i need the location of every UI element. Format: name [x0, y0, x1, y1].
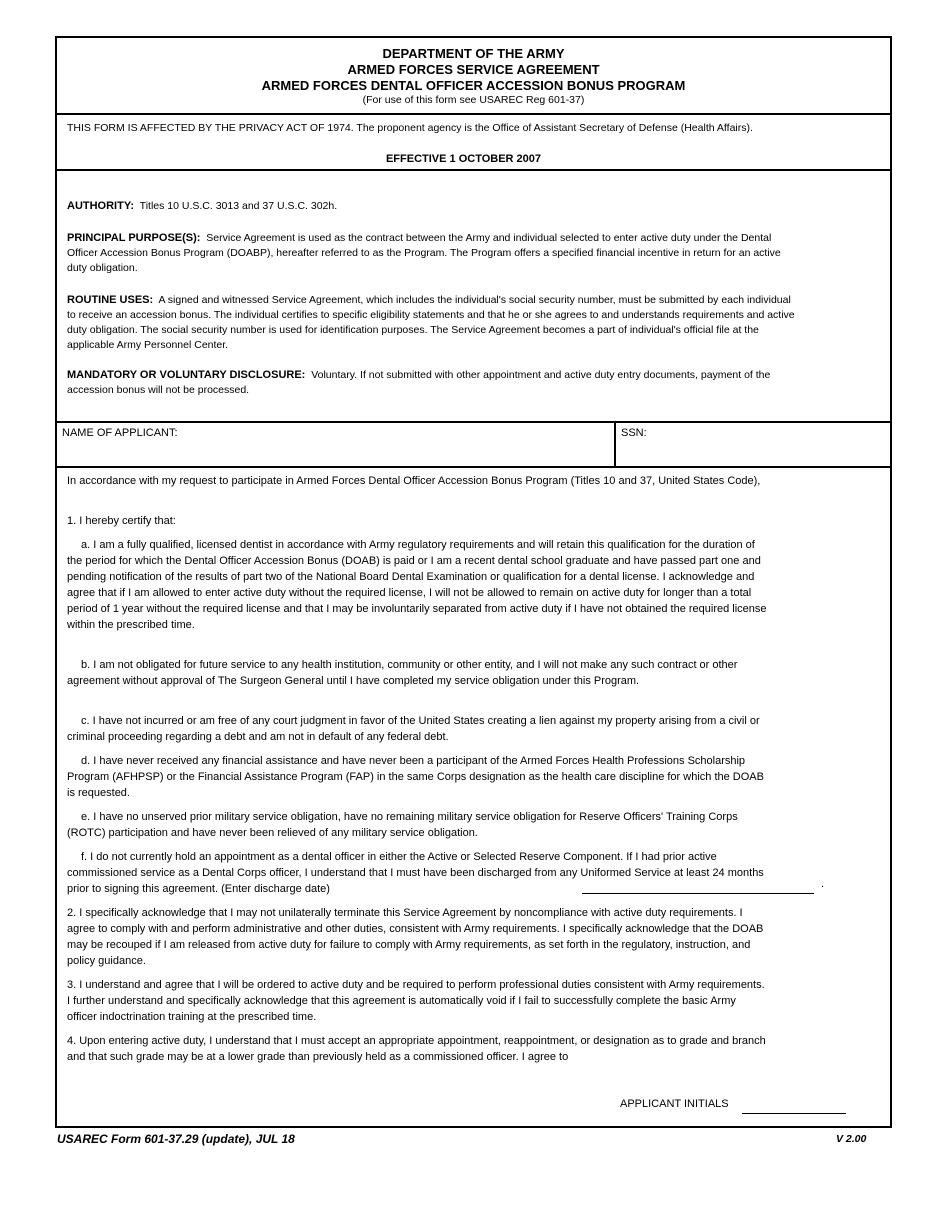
effective-date: EFFECTIVE 1 OCTOBER 2007: [385, 153, 542, 165]
principal-purpose-label: PRINCIPAL PURPOSE(S):: [67, 232, 201, 244]
certification-a: a. I am a fully qualified, licensed dentist in accordance with Army regulatory requirements and will retain this qualification for the duration of the period for which the Dental Officer Accession Bonus (DOAB) is paid or I am a recent dental school graduate and have passed part one and pending notification of the results of part two of the National Board Dental Examination or qualification for a dental license. I acknowledge and agree that if I am allowed to enter active duty without the required license, I will not be allowed to remain on active duty for longer than a total period of 1 year without the required license and that I may be involuntarily separated from active duty if I have not obtained the required license within the prescribed time.: [67, 539, 767, 631]
certification-d: d. I have never received any financial assistance and have never been a participant of the Armed Forces Health Professions Scholarship Program (AFHPSP) or the Financial Assistance Program (FAP) in the same Corps designation as the health care discipline for which the DOAB is requested.: [67, 755, 764, 799]
name-of-applicant-label: NAME OF APPLICANT:: [62, 427, 178, 439]
ssn-field[interactable]: [621, 427, 647, 439]
ssn-label: SSN:: [621, 427, 647, 439]
paragraph-4: 4. Upon entering active duty, I understand that I must accept an appropriate appointment, reappointment, or designation as to grade and branch and that such grade may be at a lower grade than previously held as a commissioned officer. I agree to: [67, 1035, 766, 1063]
certification-c: c. I have not incurred or am free of any court judgment in favor of the United States creating a lien against my property arising from a civil or criminal proceeding regarding a debt and am not in default of any federal debt.: [67, 715, 760, 743]
disclosure-paragraph: [67, 368, 797, 398]
applicant-initials-input[interactable]: [742, 1113, 846, 1114]
certify-heading: 1. I hereby certify that:: [67, 515, 176, 527]
disclosure-label: MANDATORY OR VOLUNTARY DISCLOSURE:: [67, 369, 306, 381]
intro-paragraph: In accordance with my request to participate in Armed Forces Dental Officer Accession Bonus Program (Titles 10 and 37, United States Code),: [67, 475, 761, 487]
form-header: [57, 38, 890, 115]
authority-label: AUTHORITY:: [67, 200, 135, 212]
header-program-title: ARMED FORCES DENTAL OFFICER ACCESSION BONUS PROGRAM: [261, 78, 686, 93]
field-divider: [614, 423, 616, 466]
agreement-body: [57, 468, 890, 1126]
routine-uses-text: A signed and witnessed Service Agreement, which includes the individual's social security number, must be submitted by each individual to receive an accession bonus. The individual certifies to specific eligibility statements and that he or she agrees to and understands requirements and active duty obligation. The social security number is used for identification purposes. The Service Agreement becomes a part of individual's official file at the applicable Army Personnel Center.: [67, 294, 795, 351]
principal-purpose-text: Service Agreement is used as the contract between the Army and individual selected to enter active duty under the Dental Officer Accession Bonus Program (DOABP), hereafter referred to as the Program. The Program offers a specified financial incentive in return for an active duty obligation.: [67, 232, 781, 274]
privacy-section: [57, 115, 890, 171]
routine-uses-label: ROUTINE USES:: [67, 294, 154, 306]
form-number: USAREC Form 601-37.29 (update), JUL 18: [57, 1132, 295, 1146]
authority-text: Titles 10 U.S.C. 3013 and 37 U.S.C. 302h.: [139, 200, 338, 212]
certification-f: f. I do not currently hold an appointment as a dental officer in either the Active or Selected Reserve Component. If I had prior active commissioned service as a Dental Corps officer, I understand that I must have been discharged from any Uniformed Service at least 24 months prior to signing this agreement. (Enter discharge date): [67, 851, 764, 895]
certification-e: e. I have no unserved prior military service obligation, have no remaining military service obligation for Reserve Officers' Training Corps (ROTC) participation and have never been relieved of any military service obligation.: [67, 811, 738, 839]
authority-paragraph: [67, 199, 797, 214]
routine-uses-paragraph: [67, 293, 797, 353]
service-agreement-form: [55, 36, 892, 1128]
name-of-applicant-field[interactable]: [62, 427, 178, 439]
discharge-date-period: .: [821, 878, 825, 890]
certification-b: b. I am not obligated for future service to any health institution, community or other entity, and I will not make any such contract or other agreement without approval of The Surgeon General until I have completed my service obligation under this Program.: [67, 659, 738, 687]
paragraph-2: 2. I specifically acknowledge that I may not unilaterally terminate this Service Agreement by noncompliance with active duty requirements. I agree to comply with and perform administrative and other duties, consistent with Army requirements. I specifically acknowledge that the DOAB may be recouped if I am released from active duty for failure to comply with Army requirements, as set forth in the regulatory, instruction, and policy guidance.: [67, 907, 764, 967]
discharge-date-input[interactable]: [582, 893, 814, 894]
header-department: DEPARTMENT OF THE ARMY: [382, 46, 565, 61]
header-agreement-title: ARMED FORCES SERVICE AGREEMENT: [347, 62, 600, 77]
header-usage-note: (For use of this form see USAREC Reg 601-37): [362, 94, 585, 106]
disclosure-text: Voluntary. If not submitted with other appointment and active duty entry documents, payment of the accession bonus will not be processed.: [67, 369, 771, 396]
principal-purpose-paragraph: [67, 231, 797, 276]
privacy-text: THIS FORM IS AFFECTED BY THE PRIVACY ACT OF 1974. The proponent agency is the Office of Assistant Secretary of Defense (Health Affairs).: [67, 122, 753, 134]
applicant-info-row: [57, 423, 890, 468]
form-version: V 2.00: [836, 1133, 867, 1145]
applicant-initials-label: APPLICANT INITIALS: [620, 1098, 729, 1110]
privacy-act-statement: [57, 171, 890, 423]
paragraph-3: 3. I understand and agree that I will be ordered to active duty and be required to perform professional duties consistent with Army requirements. I further understand and specifically acknowledge that this agreement is automatically void if I fail to successfully complete the basic Army officer indoctrination training at the prescribed time.: [67, 979, 765, 1023]
